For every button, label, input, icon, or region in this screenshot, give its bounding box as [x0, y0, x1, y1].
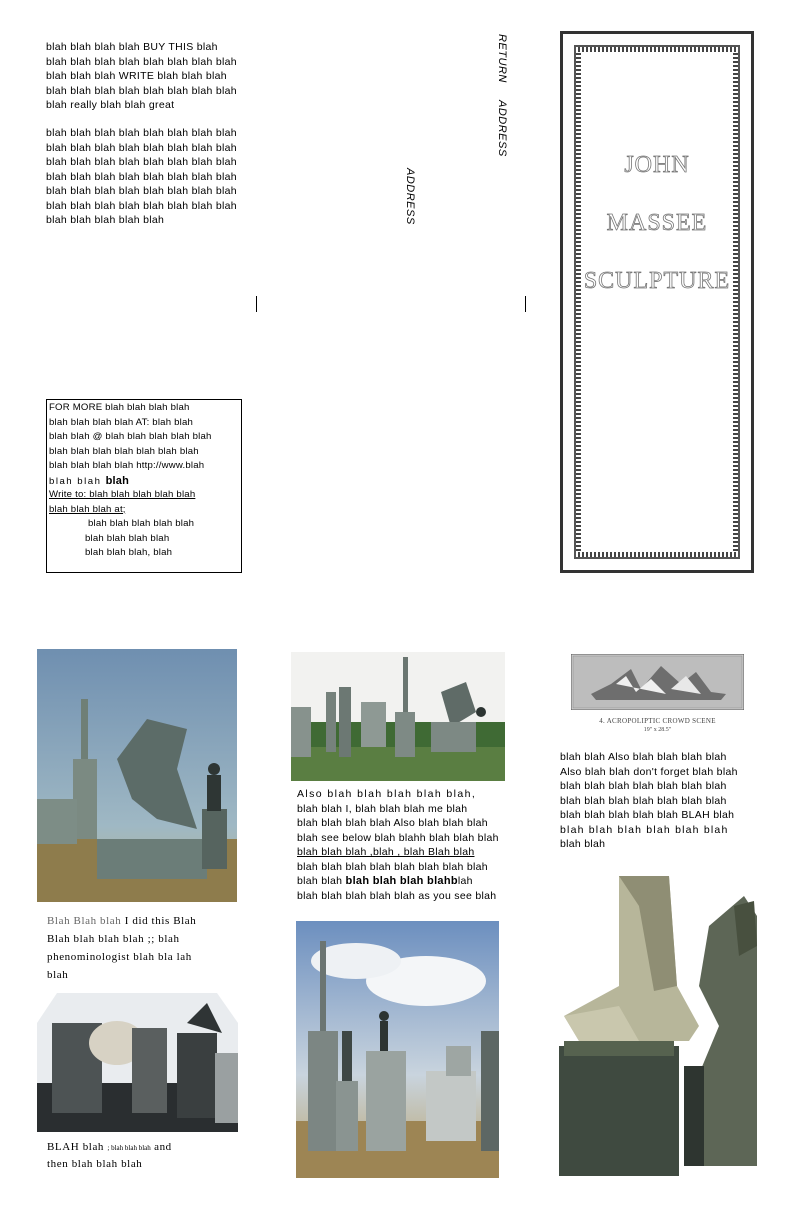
text-line — [49, 474, 212, 489]
intro-paragraph-2 — [46, 126, 237, 228]
text-line: blah blah blah blah Also blah blah blah — [297, 817, 488, 829]
text-line: blah blah blah blah blah blah — [560, 823, 729, 836]
return-address-label: RETURN ADDRESS — [496, 34, 508, 157]
text-segment: blah blah — [49, 475, 106, 487]
text-line: blah blah @ blah blah blah blah blah — [49, 431, 212, 442]
text-line: Blah blah blah blah ;; blah — [47, 933, 180, 945]
sculpture-photo-4 — [296, 921, 499, 1178]
text-line: blah — [47, 969, 69, 981]
text-line: FOR MORE blah blah blah blah — [49, 402, 190, 413]
write-to-line: Write to: blah blah blah blah blah — [49, 489, 196, 500]
sculpture-photo-4-image — [296, 921, 499, 1178]
text-line: blah blah blah blah blah blah blah blah — [46, 185, 237, 197]
text-line — [47, 912, 196, 930]
col1-caption-2 — [47, 1139, 172, 1173]
text-segment: blah blah — [297, 875, 346, 887]
relief-caption: 4. ACROPOLIPTIC CROWD SCENE — [599, 717, 716, 725]
inner-frame — [575, 46, 739, 558]
text-line: then blah blah blah — [47, 1158, 143, 1170]
text-line: blah blah blah blah — [85, 532, 170, 544]
fold-mark-right — [525, 296, 526, 312]
sculpture-photo-1 — [37, 649, 237, 902]
sculpture-photo-1-image — [37, 649, 237, 902]
intro-paragraph-1 — [46, 40, 237, 113]
text-line: blah blah blah blah http://www.blah — [49, 460, 205, 471]
text-segment: BLAH blah — [47, 1141, 108, 1153]
contact-box-text — [49, 401, 212, 561]
title-panel — [560, 31, 754, 573]
fold-mark-left — [256, 296, 257, 312]
text-line: blah really blah blah great — [46, 99, 175, 111]
col1-caption — [47, 912, 196, 984]
title-john: JOHN — [624, 152, 690, 178]
text-line: blah blah blah blah blah — [88, 518, 195, 529]
title-sculpture: SCULPTURE — [583, 268, 731, 294]
contact-box — [46, 399, 242, 573]
sculpture-photo-5-image — [559, 866, 757, 1176]
text-line: blah blah — [560, 838, 606, 850]
text-line: blah blah blah blah blah blah blah blah — [46, 127, 237, 139]
text-segment: and — [150, 1141, 172, 1153]
text-line: blah blah blah blah blah blah blah blah — [46, 141, 237, 154]
write-to-line: blah blah blah at; — [49, 503, 126, 515]
text-line: blah see below blah blahh blah blah blah — [297, 831, 499, 844]
text-line — [297, 874, 499, 889]
sculpture-photo-3-image — [291, 652, 505, 781]
col2-text — [297, 787, 499, 903]
text-line: blah blah blah blah blah blah blah blah — [46, 170, 237, 183]
text-line: blah blah blah, blah — [85, 547, 173, 558]
text-line: phenominologist blah bla lah — [47, 951, 192, 963]
text-line: blah blah blah blah blah blah blah blah — [46, 199, 237, 212]
text-line: blah blah blah blah blah blah blah blah — [297, 860, 488, 873]
text-segment: I did this Blah — [121, 915, 197, 927]
text-line: blah blah blah blah blah blah blah blah — [46, 55, 237, 68]
text-line: blah blah blah blah BUY THIS blah — [46, 41, 218, 53]
caption-grey-prefix: Blah Blah blah — [47, 915, 122, 927]
text-line: blah blah blah blah blah blah blah — [560, 794, 727, 807]
bold-text: blah blah blah blahb — [345, 875, 458, 887]
sculpture-photo-5 — [559, 866, 757, 1176]
col3-text — [560, 750, 738, 852]
text-line: blah blah blah blah blah — [46, 214, 165, 226]
text-line: blah blah I, blah blah blah me blah — [297, 802, 468, 815]
text-segment: lah — [457, 875, 473, 887]
relief-figure-image — [571, 654, 744, 710]
relief-dimensions: 19" x 28.5" — [643, 727, 672, 733]
text-line — [47, 1139, 172, 1156]
text-line: blah blah blah blah blah blah blah blah — [46, 84, 237, 97]
sculpture-photo-3 — [291, 652, 505, 781]
text-line: blah blah blah blah AT: blah blah — [49, 416, 194, 428]
text-line: blah blah blah blah blah blah blah blah — [46, 156, 237, 168]
text-line: Also blah blah blah blah blah, — [297, 788, 477, 800]
text-line: blah blah Also blah blah blah blah — [560, 751, 727, 763]
text-line: blah blah blah blah blah as you see blah — [297, 889, 497, 902]
address-label: ADDRESS — [404, 168, 416, 225]
sculpture-photo-2-image — [37, 993, 238, 1132]
relief-figure — [571, 654, 744, 710]
text-line: Also blah blah don't forget blah blah — [560, 765, 738, 778]
text-line: blah blah blah blah blah blah blah — [49, 445, 199, 457]
text-line-underlined: blah blah blah ,blah , blah Blah blah — [297, 846, 475, 858]
sculpture-photo-2 — [37, 993, 238, 1132]
text-line: blah blah blah WRITE blah blah blah — [46, 70, 227, 82]
bold-word: blah — [105, 474, 130, 487]
text-line: blah blah blah blah blah blah blah — [560, 780, 727, 792]
small-text: ; blah blah blah — [107, 1144, 151, 1152]
title-massee: MASSEE — [606, 210, 708, 236]
text-line: blah blah blah blah blah BLAH blah — [560, 809, 735, 821]
